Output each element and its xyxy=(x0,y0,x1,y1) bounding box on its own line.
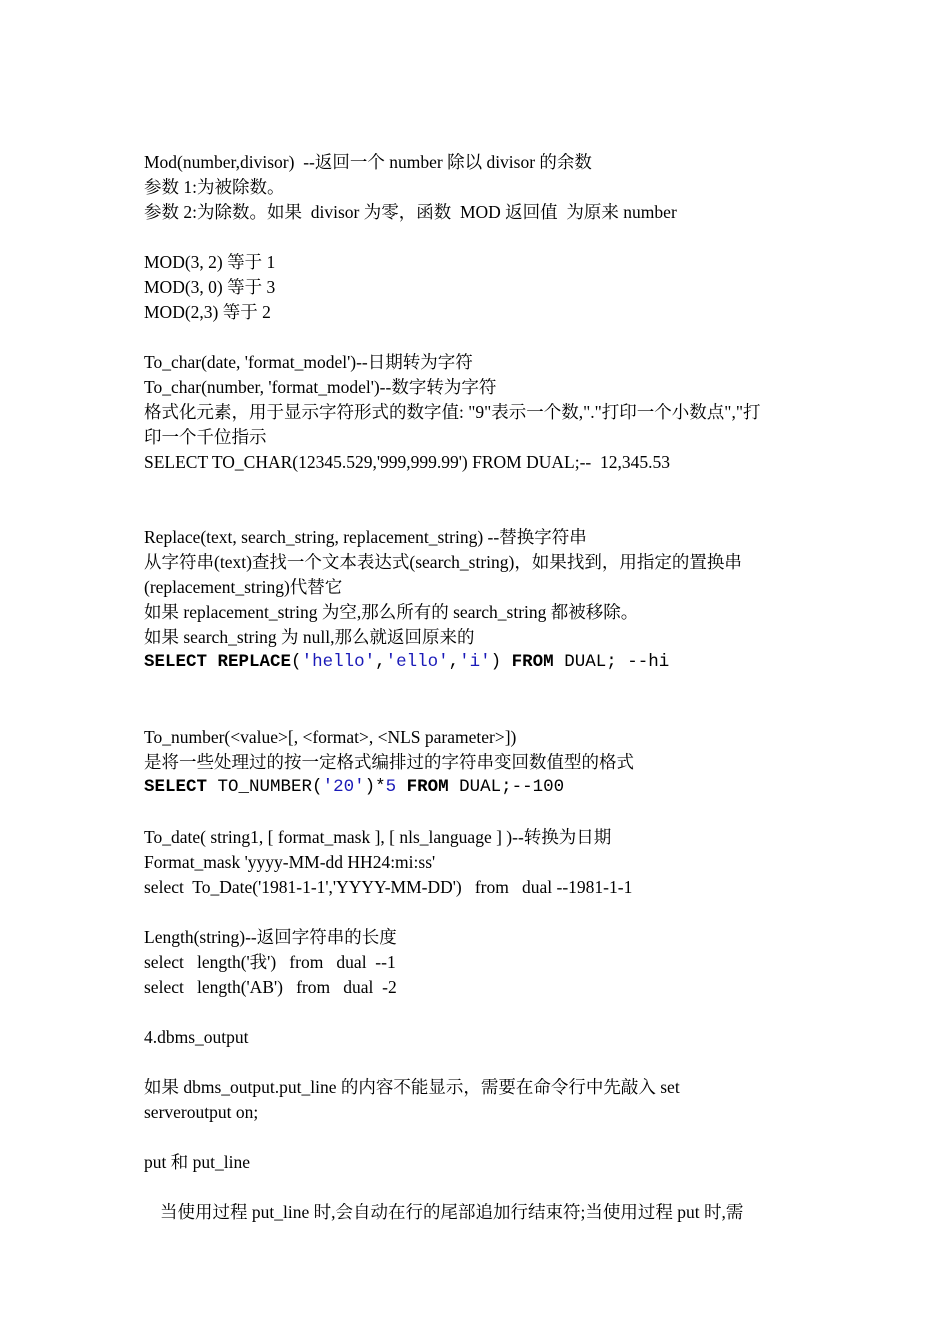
to-char-format-desc: 格式化元素，用于显示字符形式的数字值: "9"表示一个数,"."打印一个小数点","打印一个千位指示 xyxy=(144,402,761,447)
replace-desc: 从字符串(text)查找一个文本表达式(search_string)，如果找到，用指定的置换串(replacement_string)代替它 xyxy=(144,552,742,597)
mod-param-2: 参数 2:为除数。如果 divisor 为零，函数 MOD 返回值 为原来 number xyxy=(144,202,677,222)
code-keyword: FROM xyxy=(406,777,449,797)
replace-title: Replace(text, search_string, replacement_string) --替换字符串 xyxy=(144,527,587,547)
document-page xyxy=(144,150,814,1225)
code-number: 5 xyxy=(385,777,397,797)
code-function: REPLACE xyxy=(217,652,292,672)
to-number-title: To_number(<value>[, <format>, <NLS parameter>]) xyxy=(144,727,517,747)
to-char-date: To_char(date, 'format_model')--日期转为字符 xyxy=(144,352,473,372)
code-keyword: SELECT xyxy=(144,777,208,797)
put-heading: put 和 put_line xyxy=(144,1152,250,1172)
mod-example-1: MOD(3, 2) 等于 1 xyxy=(144,252,276,272)
code-keyword: FROM xyxy=(511,652,554,672)
to-number-desc: 是将一些处理过的按一定格式编排过的字符串变回数值型的格式 xyxy=(144,752,634,772)
dbms-output-heading: 4.dbms_output xyxy=(144,1027,249,1047)
length-example-1: select length('我') from dual --1 xyxy=(144,952,396,972)
to-char-example: SELECT TO_CHAR(12345.529,'999,999.99') FROM DUAL;-- 12,345.53 xyxy=(144,452,670,472)
code-string: 'i' xyxy=(459,652,491,672)
length-example-2: select length('AB') from dual -2 xyxy=(144,977,397,997)
code-string: 'ello' xyxy=(385,652,449,672)
length-title: Length(string)--返回字符串的长度 xyxy=(144,927,397,947)
to-date-format-mask: Format_mask 'yyyy-MM-dd HH24:mi:ss' xyxy=(144,852,436,872)
code-string: '20' xyxy=(322,777,365,797)
to-char-number: To_char(number, 'format_model')--数字转为字符 xyxy=(144,377,497,397)
to-date-example: select To_Date('1981-1-1','YYYY-MM-DD') from dual --1981-1-1 xyxy=(144,877,633,897)
mod-title: Mod(number,divisor) --返回一个 number 除以 divisor 的余数 xyxy=(144,152,592,172)
mod-param-1: 参数 1:为被除数。 xyxy=(144,177,285,197)
replace-null-note: 如果 search_string 为 null,那么就返回原来的 xyxy=(144,627,475,647)
code-keyword: SELECT xyxy=(144,652,208,672)
code-string: 'hello' xyxy=(301,652,376,672)
to-number-code-example: SELECT TO_NUMBER('20')*5 FROM DUAL;--100 xyxy=(144,777,565,797)
replace-empty-note: 如果 replacement_string 为空,那么所有的 search_string 都被移除。 xyxy=(144,602,639,622)
mod-example-3: MOD(2,3) 等于 2 xyxy=(144,302,271,322)
dbms-output-note: 如果 dbms_output.put_line 的内容不能显示，需要在命令行中先敲入 set serveroutput on; xyxy=(144,1077,680,1122)
put-line-desc: 当使用过程 put_line 时,会自动在行的尾部追加行结束符;当使用过程 put 时,需 xyxy=(160,1202,744,1222)
mod-example-2: MOD(3, 0) 等于 3 xyxy=(144,277,276,297)
to-date-title: To_date( string1, [ format_mask ], [ nls_language ] )--转换为日期 xyxy=(144,827,612,847)
replace-code-example: SELECT REPLACE('hello','ello','i') FROM DUAL; --hi xyxy=(144,652,670,672)
